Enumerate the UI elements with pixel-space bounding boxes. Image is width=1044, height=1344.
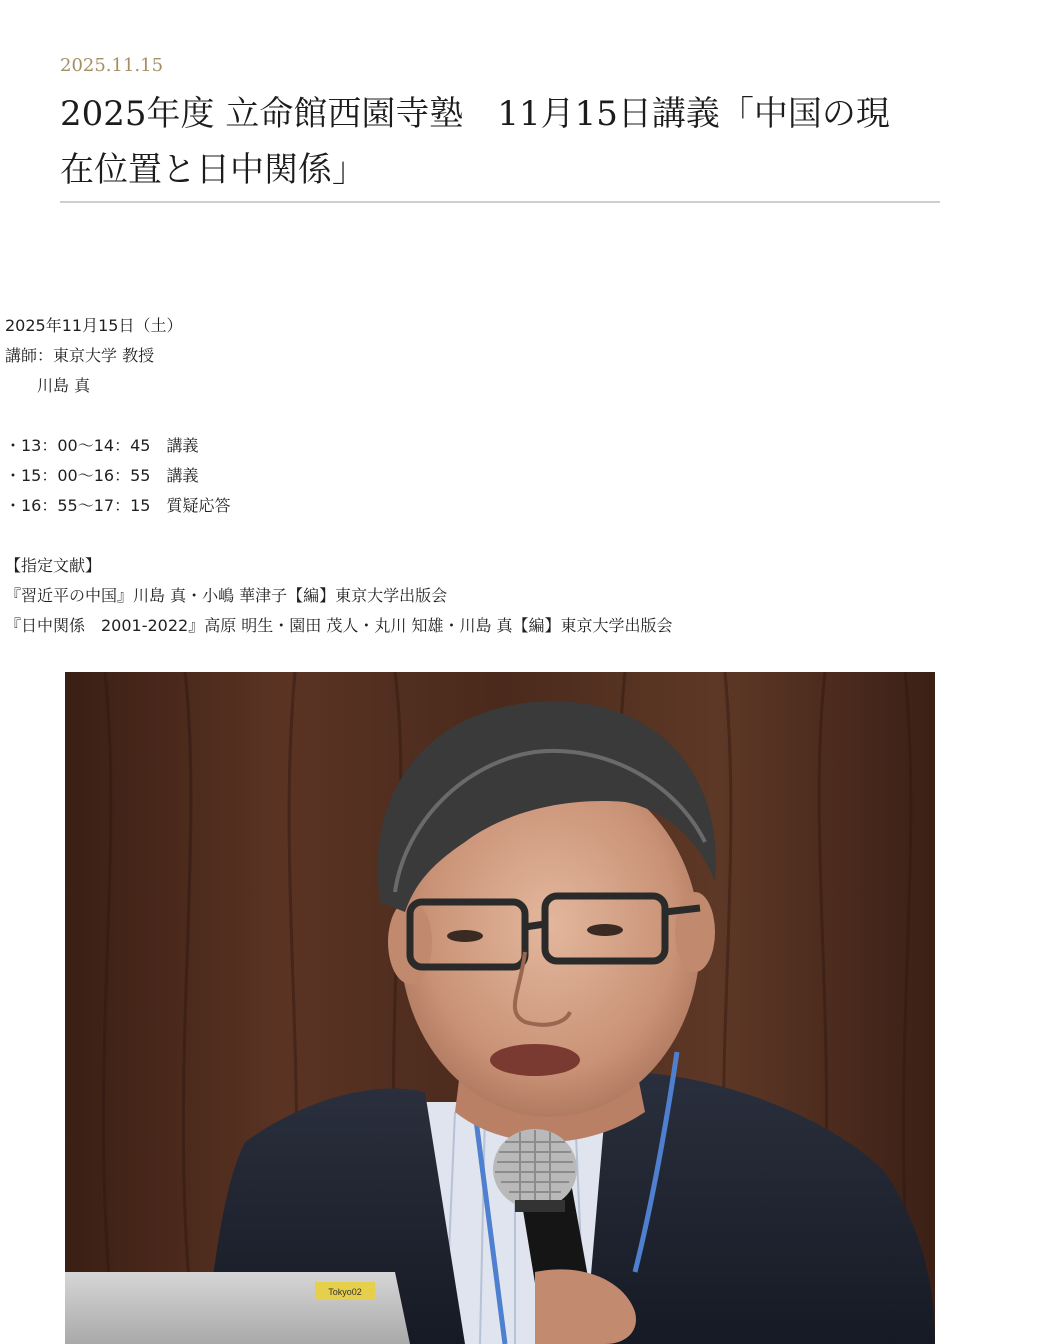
post-title-line-1: 2025年度 立命館西園寺塾 11月15日講義「中国の現 [60, 94, 890, 134]
reading-item: 『習近平の中国』川島 真・小嶋 華津子【編】東京大学出版会 [5, 586, 448, 605]
reading-item: 『日中関係 2001-2022』高原 明生・園田 茂人・丸川 知雄・川島 真【編】東京大学出版会 [5, 616, 673, 635]
mouth [490, 1044, 580, 1076]
eye-right [587, 924, 623, 936]
schedule-item: ・15：00〜16：55 講義 [5, 466, 199, 485]
lecturer-affiliation: 講師：東京大学 教授 [5, 346, 155, 365]
post-date: 2025.11.15 [60, 55, 164, 76]
post-title [60, 86, 940, 198]
schedule-item: ・16：55〜17：15 質疑応答 [5, 496, 231, 515]
spacer [5, 521, 885, 551]
schedule-item: ・13：00〜14：45 講義 [5, 436, 199, 455]
article-body [5, 311, 885, 641]
lecturer-photo-illustration [65, 672, 935, 1344]
lecture-photo [65, 672, 935, 1344]
lecturer-name: 川島 真 [5, 376, 91, 395]
post-title-line-2: 在位置と日中関係」 [60, 150, 366, 190]
eye-left [447, 930, 483, 942]
spacer [5, 401, 885, 431]
title-divider [60, 201, 940, 203]
laptop-sticker-text: Tokyo02 [328, 1287, 362, 1297]
ear-right [675, 892, 715, 972]
event-date: 2025年11月15日（土） [5, 316, 183, 335]
readings-heading: 【指定文献】 [5, 556, 102, 575]
